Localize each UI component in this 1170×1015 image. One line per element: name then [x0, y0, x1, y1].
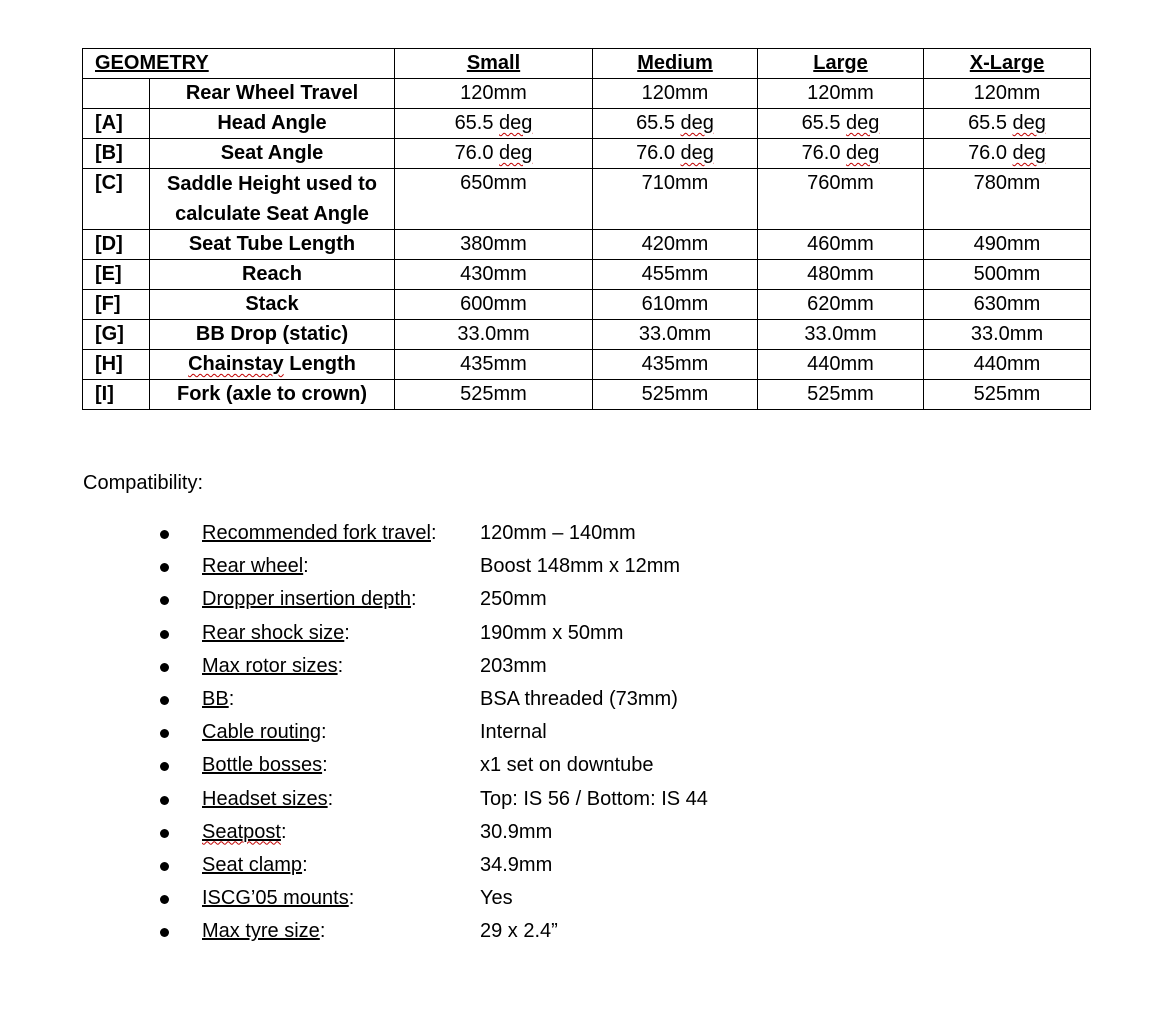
spec-label-text: Cable routing	[202, 721, 321, 744]
spec-value: 203mm	[480, 654, 547, 677]
bullet-icon	[160, 696, 169, 705]
row-code: [E]	[83, 260, 150, 290]
row-value: 420mm	[593, 230, 758, 260]
row-value: 120mm	[924, 79, 1091, 109]
row-code: [I]	[83, 380, 150, 410]
spellcheck-mark: deg	[499, 142, 533, 164]
spec-label	[202, 650, 343, 683]
row-parameter: Reach	[150, 260, 395, 290]
spec-value: Internal	[480, 721, 547, 744]
row-code: [B]	[83, 139, 150, 169]
row-value: 65.5 deg	[395, 109, 593, 139]
row-code: [F]	[83, 290, 150, 320]
table-row	[83, 79, 1091, 109]
row-value: 440mm	[924, 350, 1091, 380]
size-header: Large	[758, 49, 924, 79]
bullet-icon	[160, 895, 169, 904]
row-value: 620mm	[758, 290, 924, 320]
spellcheck-mark: deg	[1012, 142, 1046, 164]
spec-label-text: Recommended fork travel	[202, 522, 431, 544]
row-value: 65.5 deg	[924, 109, 1091, 139]
row-value: 525mm	[924, 380, 1091, 410]
bullet-icon	[160, 796, 169, 805]
spec-value: Yes	[480, 887, 513, 910]
row-value: 33.0mm	[593, 320, 758, 350]
row-parameter: Saddle Height used to calculate Seat Angle	[150, 169, 395, 230]
spec-label-text: Seat clamp	[202, 853, 303, 876]
spellcheck-mark: deg	[680, 142, 714, 164]
spec-value: 34.9mm	[480, 853, 553, 876]
label-colon: :	[302, 853, 308, 876]
spec-value: 190mm x 50mm	[480, 621, 624, 644]
row-value: 630mm	[924, 290, 1091, 320]
spec-value: 30.9mm	[480, 820, 553, 843]
row-value: 76.0 deg	[758, 139, 924, 169]
bullet-icon	[160, 596, 169, 605]
spellcheck-mark: deg	[846, 142, 880, 164]
row-value: 780mm	[924, 169, 1091, 230]
row-value: 33.0mm	[758, 320, 924, 350]
geometry-table	[82, 48, 1091, 410]
header-row	[83, 49, 1091, 79]
bullet-icon	[160, 530, 169, 539]
row-parameter: Seat Tube Length	[150, 230, 395, 260]
spellcheck-mark: Chainstay	[188, 353, 284, 375]
row-parameter: BB Drop (static)	[150, 320, 395, 350]
label-colon: :	[327, 787, 334, 810]
row-value: 65.5 deg	[593, 109, 758, 139]
spec-label-text: Bottle bosses	[202, 754, 323, 777]
spec-label	[202, 583, 417, 616]
row-value: 610mm	[593, 290, 758, 320]
bullet-icon	[160, 762, 169, 771]
row-parameter: Seat Angle	[150, 139, 395, 169]
row-value: 525mm	[758, 380, 924, 410]
row-code: [H]	[83, 350, 150, 380]
row-code	[83, 79, 150, 109]
row-code: [D]	[83, 230, 150, 260]
label-colon: :	[348, 887, 355, 910]
spec-label-text: Dropper insertion depth	[202, 588, 412, 611]
spec-label	[202, 882, 354, 915]
row-value: 435mm	[395, 350, 593, 380]
spec-label	[202, 617, 350, 650]
table-row	[83, 350, 1091, 380]
spec-value: 250mm	[480, 588, 547, 611]
table-row	[83, 290, 1091, 320]
spec-label-text	[202, 821, 281, 843]
spec-value: 120mm – 140mm	[480, 522, 636, 544]
row-value: 440mm	[758, 350, 924, 380]
spec-value: x1 set on downtube	[480, 754, 654, 777]
table-row	[83, 380, 1091, 410]
row-parameter: Rear Wheel Travel	[150, 79, 395, 109]
row-value: 120mm	[758, 79, 924, 109]
row-value: 710mm	[593, 169, 758, 230]
spec-value: Top: IS 56 / Bottom: IS 44	[480, 787, 708, 810]
label-colon: :	[411, 588, 417, 611]
row-value: 435mm	[593, 350, 758, 380]
row-parameter: Head Angle	[150, 109, 395, 139]
spec-label-text: ISCG’05 mounts	[202, 887, 349, 910]
bullet-icon	[160, 630, 169, 639]
spec-label	[202, 550, 309, 583]
row-code: [G]	[83, 320, 150, 350]
row-value: 480mm	[758, 260, 924, 290]
spec-label-text: Rear shock size	[202, 621, 345, 644]
label-colon: :	[430, 522, 437, 544]
row-value: 650mm	[395, 169, 593, 230]
spec-label	[202, 816, 287, 849]
row-value: 525mm	[395, 380, 593, 410]
table-row	[83, 230, 1091, 260]
spellcheck-mark: Seatpost	[202, 820, 281, 843]
spellcheck-mark: deg	[499, 112, 533, 134]
spec-label-text: Rear wheel	[202, 555, 304, 578]
row-value: 525mm	[593, 380, 758, 410]
bullet-icon	[160, 663, 169, 672]
bullet-icon	[160, 928, 169, 937]
table-row	[83, 169, 1091, 230]
geometry-table-body	[83, 49, 1091, 410]
spec-label-text: BB	[202, 687, 229, 710]
spec-label-text: Max rotor sizes	[202, 654, 338, 677]
row-value: 380mm	[395, 230, 593, 260]
row-value: 120mm	[593, 79, 758, 109]
spec-label	[202, 783, 333, 816]
row-parameter: Chainstay Length	[150, 350, 395, 380]
size-header: Medium	[593, 49, 758, 79]
spec-label-text: Headset sizes	[202, 787, 328, 810]
table-row	[83, 139, 1091, 169]
row-value: 33.0mm	[395, 320, 593, 350]
row-parameter: Stack	[150, 290, 395, 320]
size-header: X-Large	[924, 49, 1091, 79]
spec-label	[202, 849, 308, 882]
label-colon: :	[303, 555, 309, 578]
compatibility-heading: Compatibility:	[83, 472, 204, 494]
spellcheck-mark: deg	[846, 112, 880, 134]
spec-label-text: Max tyre size	[202, 920, 320, 943]
spec-label	[202, 749, 328, 782]
geometry-title: GEOMETRY	[83, 49, 395, 79]
row-value: 430mm	[395, 260, 593, 290]
table-row	[83, 320, 1091, 350]
bullet-icon	[160, 563, 169, 572]
row-value: 455mm	[593, 260, 758, 290]
row-value: 76.0 deg	[593, 139, 758, 169]
row-value: 120mm	[395, 79, 593, 109]
label-colon: :	[319, 920, 326, 943]
size-header: Small	[395, 49, 593, 79]
row-value: 76.0 deg	[924, 139, 1091, 169]
row-code: [A]	[83, 109, 150, 139]
spellcheck-mark: deg	[680, 112, 714, 134]
spec-label	[202, 517, 437, 550]
spec-value: Boost 148mm x 12mm	[480, 555, 681, 578]
label-colon: :	[280, 820, 287, 843]
spellcheck-mark: deg	[1012, 112, 1046, 134]
spec-label	[202, 716, 327, 749]
table-row	[83, 109, 1091, 139]
spec-label	[202, 683, 234, 716]
spec-value: BSA threaded (73mm)	[480, 687, 678, 710]
row-value: 460mm	[758, 230, 924, 260]
row-value: 600mm	[395, 290, 593, 320]
row-value: 760mm	[758, 169, 924, 230]
row-code: [C]	[83, 169, 150, 230]
row-value: 490mm	[924, 230, 1091, 260]
bullet-icon	[160, 729, 169, 738]
row-value: 500mm	[924, 260, 1091, 290]
table-row	[83, 260, 1091, 290]
label-colon: :	[322, 754, 328, 777]
spec-label	[202, 915, 325, 948]
label-colon: :	[344, 621, 350, 644]
bullet-icon	[160, 829, 169, 838]
spec-value: 29 x 2.4”	[480, 920, 558, 943]
row-value: 65.5 deg	[758, 109, 924, 139]
label-colon: :	[228, 687, 235, 710]
row-value: 33.0mm	[924, 320, 1091, 350]
label-colon: :	[320, 721, 327, 744]
row-parameter: Fork (axle to crown)	[150, 380, 395, 410]
label-colon: :	[337, 654, 344, 677]
bullet-icon	[160, 862, 169, 871]
row-value: 76.0 deg	[395, 139, 593, 169]
